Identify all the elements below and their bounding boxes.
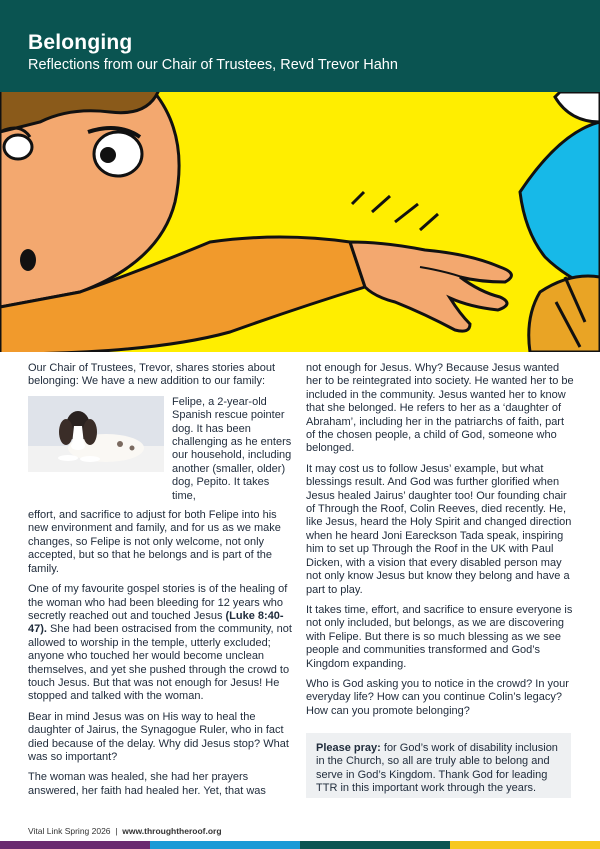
dog-feature [28,396,294,503]
footer-stripe-blue [150,841,300,849]
footer-stripe-yellow [450,841,600,849]
article-paragraph: Bear in mind Jesus was on His way to heal the daughter of Jairus, the Synagogue Ruler, who in fact died because of the delay. Why did Jesus stop? What was so important? [28,710,289,763]
article-paragraph: Who is God asking you to notice in the crowd? In your everyday life? How can you continue Colin’s legacy? How can you promote belonging? [306,677,569,717]
cartoon-reaching-hand-icon [0,92,600,352]
page-header [0,0,600,92]
prayer-text: for God’s work of disability inclusion in the Church, so all are truly able to belong and serve in God’s Kingdom. Thank God for leading TTR in this important work through the years. [316,742,558,795]
page-title: Belonging [28,31,133,54]
website-link[interactable]: www.throughtheroof.org [122,826,222,836]
issue-label: Vital Link Spring 2026 [28,826,111,836]
article-paragraph: It may cost us to follow Jesus’ example, but what blessings result. And God was further glorified when Jesus healed Jairus’ daughter too! Our founding chair of Through the Roof, Colin Reeves, died recently. He, like Jesus, heard the Holy Spirit and changed direction when he heard Joni Eareckson Tada speak, inspiring him to set up Through the Roof in the UK with Paul Dicken, with a vision that every disabled person may not only know Jesus but know they belong and have a part to play. [306,462,572,596]
dog-text: Felipe, a 2-year-old Spanish rescue pointer dog. It has been challenging as he enters our household, including another (smaller, older) dog, Pepito. It takes time, [172,395,292,502]
prayer-box [306,733,571,798]
article-paragraph: effort, and sacrifice to adjust for both Felipe into his new environment and family, and for us as we make changes, so Felipe is not only welcome, not only accepted, but so that he belongs and is part of the family. [28,509,281,575]
footer-stripe-teal [300,841,450,849]
prayer-label: Please pray: [316,742,381,754]
dog-photo-icon [28,396,164,472]
article-paragraph: not enough for Jesus. Why? Because Jesus wanted her to be reintegrated into society. He wanted her to be included in the community. Jesus wanted her to know that she belonged. He refers to her as a ‘daughter of Abraham’, including her in the patriarchs of faith, part of the chosen people, a child of God, someone who belonged. [306,362,574,455]
page-footer [28,826,222,836]
article-intro: Our Chair of Trustees, Trevor, shares stories about belonging: We have a new addition to our family: [28,362,275,388]
hero-illustration [0,92,600,352]
page-subtitle: Reflections from our Chair of Trustees, Revd Trevor Hahn [28,57,398,73]
article-column-right [306,362,576,725]
scripture-reference: (Luke 8:40-47). [28,609,284,636]
article-paragraph: It takes time, effort, and sacrifice to ensure everyone is not only included, but belongs, as we are discovering with Felipe. But there is so much blessing as we see people and communities transformed and God’s Kingdom expanding. [306,603,573,670]
article-paragraph: The woman was healed, she had her prayers answered, her faith had healed her. Yet, that was [28,771,266,797]
footer-separator: | [115,826,118,836]
footer-stripe-purple [0,841,150,849]
text-run: She had been ostracised from the community, not allowed to worship in the temple, utterly excluded; anyone who touched her would become unclean themselves, and yet she pushed through the crowd to touch Jesus. But that was not enough for Jesus! He stopped and talked with the woman. [28,623,292,703]
article-paragraph [28,583,294,704]
text-run: One of my favourite gospel stories is of the healing of the woman who had been bleeding for 12 years who secretly reached out and touched Jesus [28,583,288,622]
article-column-left [28,362,294,805]
